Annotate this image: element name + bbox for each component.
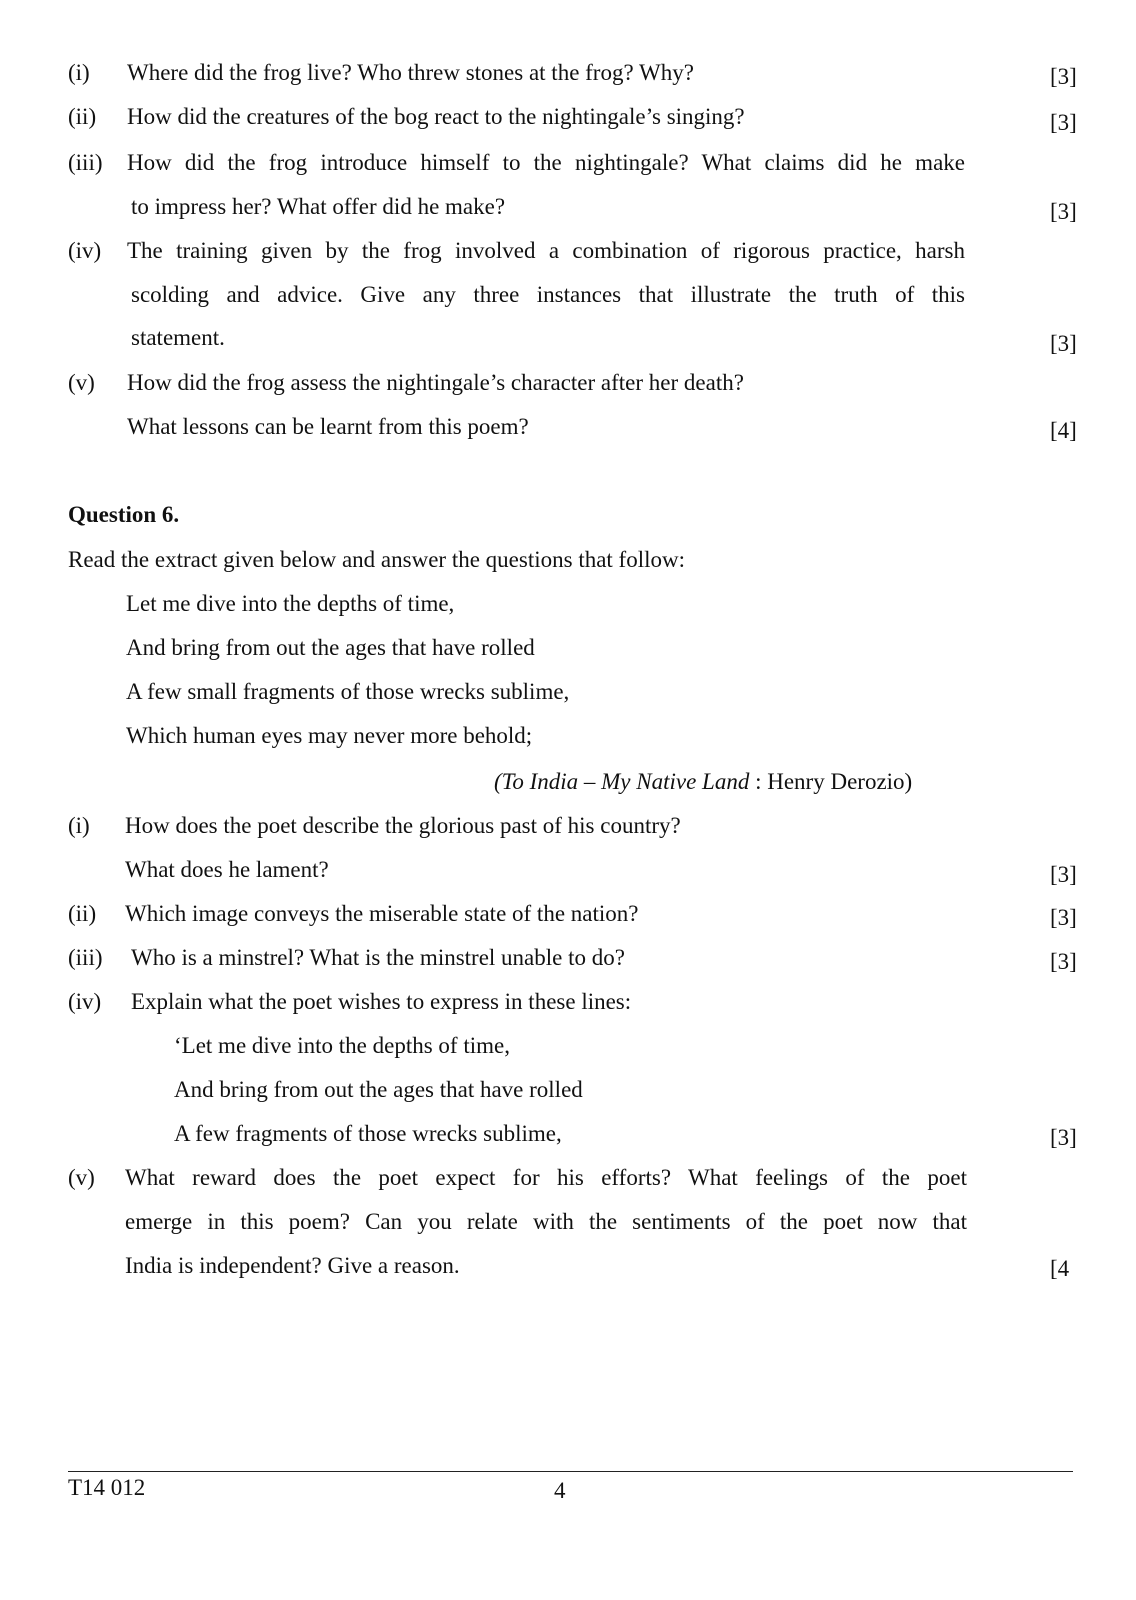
q5-item-3-number: (iii): [68, 150, 103, 175]
q6-item-1-line-2: What does he lament?: [125, 857, 329, 882]
q5-item-4-number: (iv): [68, 238, 102, 263]
q5-item-3-line-2: to impress her? What offer did he make?: [131, 194, 506, 219]
q5-item-4-line-2: scolding and advice. Give any three instances that illustrate the truth of this: [131, 282, 965, 307]
q6-instruction: Read the extract given below and answer the questions that follow:: [68, 547, 685, 572]
q6-item-4-quote-line-3: A few fragments of those wrecks sublime,: [174, 1121, 562, 1146]
q6-source-title: (To India – My Native Land: [494, 769, 750, 794]
q6-item-3-number: (iii): [68, 945, 103, 970]
q6-item-3-line-1: Who is a minstrel? What is the minstrel unable to do?: [131, 945, 625, 970]
footer-paper-code: T14 012: [68, 1475, 146, 1500]
q6-item-5-line-2: emerge in this poem? Can you relate with the sentiments of the poet now that: [125, 1209, 967, 1234]
q6-item-1-line-1: How does the poet describe the glorious past of his country?: [125, 813, 681, 838]
q6-item-1-marks: [3]: [1050, 862, 1077, 887]
q5-item-2-line-1: How did the creatures of the bog react to the nightingale’s singing?: [127, 104, 745, 129]
q6-item-2-number: (ii): [68, 901, 97, 926]
q5-item-1-number: (i): [68, 60, 90, 85]
q6-item-4-number: (iv): [68, 989, 102, 1014]
q5-item-3-marks: [3]: [1050, 199, 1077, 224]
q6-item-2-marks: [3]: [1050, 905, 1077, 930]
q6-extract-line-2: And bring from out the ages that have rolled: [126, 635, 535, 660]
q5-item-5-line-2: What lessons can be learnt from this poem?: [127, 414, 529, 439]
q6-extract-line-3: A few small fragments of those wrecks sublime,: [126, 679, 570, 704]
q5-item-5-marks: [4]: [1050, 418, 1077, 443]
q5-item-3-line-1: How did the frog introduce himself to the nightingale? What claims did he make: [127, 150, 965, 175]
q6-source-author: : Henry Derozio): [749, 769, 913, 794]
q6-item-5-line-1: What reward does the poet expect for his efforts? What feelings of the poet: [125, 1165, 967, 1190]
q6-item-4-line-1: Explain what the poet wishes to express in these lines:: [131, 989, 632, 1014]
q6-item-4-marks: [3]: [1050, 1125, 1077, 1150]
q5-item-4-line-3: statement.: [131, 325, 225, 350]
q5-item-2-number: (ii): [68, 104, 97, 129]
q6-item-3-marks: [3]: [1050, 949, 1077, 974]
q5-item-4-marks: [3]: [1050, 331, 1077, 356]
q5-item-4-line-1: The training given by the frog involved a combination of rigorous practice, harsh: [127, 238, 965, 263]
q5-item-5-number: (v): [68, 370, 95, 395]
q6-item-5-number: (v): [68, 1165, 95, 1190]
q6-item-2-line-1: Which image conveys the miserable state of the nation?: [125, 901, 639, 926]
q5-item-5-line-1: How did the frog assess the nightingale’s character after her death?: [127, 370, 744, 395]
q6-item-4-quote-line-2: And bring from out the ages that have rolled: [174, 1077, 583, 1102]
footer-rule: [68, 1471, 1073, 1472]
q6-heading: Question 6.: [68, 502, 180, 527]
q6-item-1-number: (i): [68, 813, 90, 838]
q5-item-1-line-1: Where did the frog live? Who threw stones at the frog? Why?: [127, 60, 694, 85]
q6-item-5-line-3: India is independent? Give a reason.: [125, 1253, 460, 1278]
q5-item-1-marks: [3]: [1050, 64, 1077, 89]
q6-item-5-marks: [4: [1050, 1256, 1070, 1281]
q6-item-4-quote-line-1: ‘Let me dive into the depths of time,: [174, 1033, 510, 1058]
q6-extract-line-4: Which human eyes may never more behold;: [126, 723, 533, 748]
q5-item-2-marks: [3]: [1050, 110, 1077, 135]
footer-page-number: 4: [554, 1478, 566, 1503]
q6-extract-line-1: Let me dive into the depths of time,: [126, 591, 455, 616]
q6-extract-source: [494, 769, 912, 795]
